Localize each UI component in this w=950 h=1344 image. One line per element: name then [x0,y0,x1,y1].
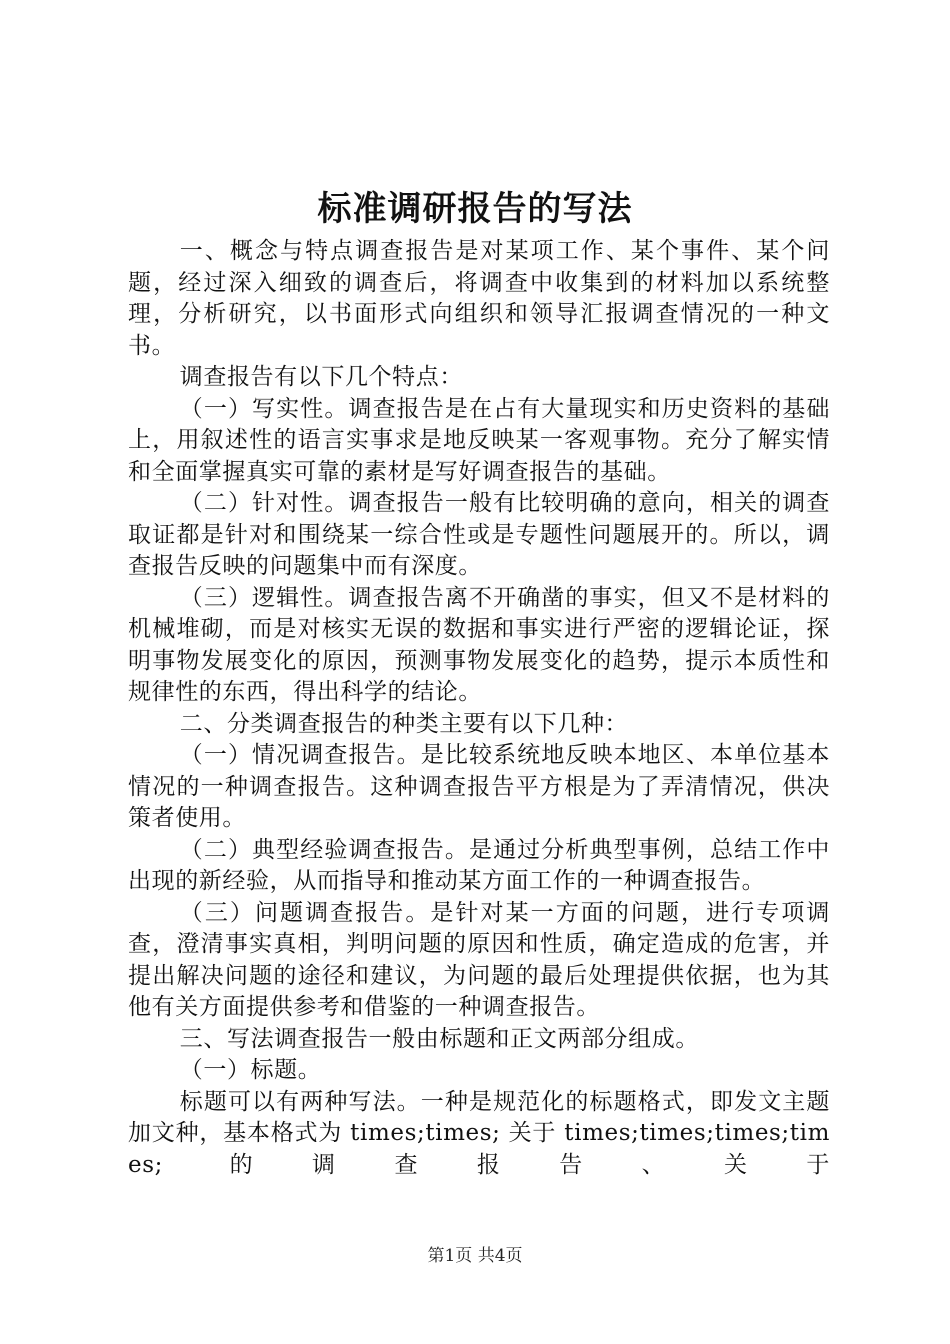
paragraph-type-3: （三）问题调查报告。是针对某一方面的问题，进行专项调查，澄清事实真相，判明问题的原因和性质，确定造成的危害，并提出解决问题的途径和建议，为问题的最后处理提供依据，也为其他有关方面提供参考和借鉴的一种调查报告。 [128,899,830,1020]
paragraph-feature-2: （二）针对性。调查报告一般有比较明确的意向，相关的调查取证都是针对和围绕某一综合性或是专题性问题展开的。所以，调查报告反映的问题集中而有深度。 [128,490,830,579]
document-title: 标准调研报告的写法 [317,189,633,229]
paragraph-title-methods: 标题可以有两种写法。一种是规范化的标题格式，即发文主题加文种，基本格式为 times;times; 关于 times;times;times;times; 的调查报告、关于 [128,1088,830,1178]
paragraph-types-intro: 二、分类调查报告的种类主要有以下几种： [179,710,629,737]
paragraph-features-intro: 调查报告有以下几个特点： [179,364,463,390]
paragraph-feature-1: （一）写实性。调查报告是在占有大量现实和历史资料的基础上，用叙述性的语言实事求是地反映某一客观事物。充分了解实情和全面掌握真实可靠的素材是写好调查报告的基础。 [128,395,830,485]
page-footer: 第1页 共4页 [427,1246,523,1266]
paragraph-type-1: （一）情况调查报告。是比较系统地反映本地区、本单位基本情况的一种调查报告。这种调查报告平方根是为了弄清情况，供决策者使用。 [128,742,830,831]
paragraph-type-2: （二）典型经验调查报告。是通过分析典型事例，总结工作中出现的新经验，从而指导和推动某方面工作的一种调查报告。 [128,836,830,894]
paragraph-concept: 一、概念与特点调查报告是对某项工作、某个事件、某个问题，经过深入细致的调查后，将调查中收集到的材料加以系统整理，分析研究，以书面形式向组织和领导汇报调查情况的一种文书。 [128,238,830,359]
paragraph-title-heading: （一）标题。 [179,1057,322,1083]
paragraph-writing-intro: 三、写法调查报告一般由标题和正文两部分组成。 [179,1025,699,1052]
paragraph-feature-3: （三）逻辑性。调查报告离不开确凿的事实，但又不是材料的机械堆砌，而是对核实无误的数据和事实进行严密的逻辑论证，探明事物发展变化的原因，预测事物发展变化的趋势，提示本质性和规律性的东西，得出科学的结论。 [128,584,830,705]
document-body [128,236,830,1181]
